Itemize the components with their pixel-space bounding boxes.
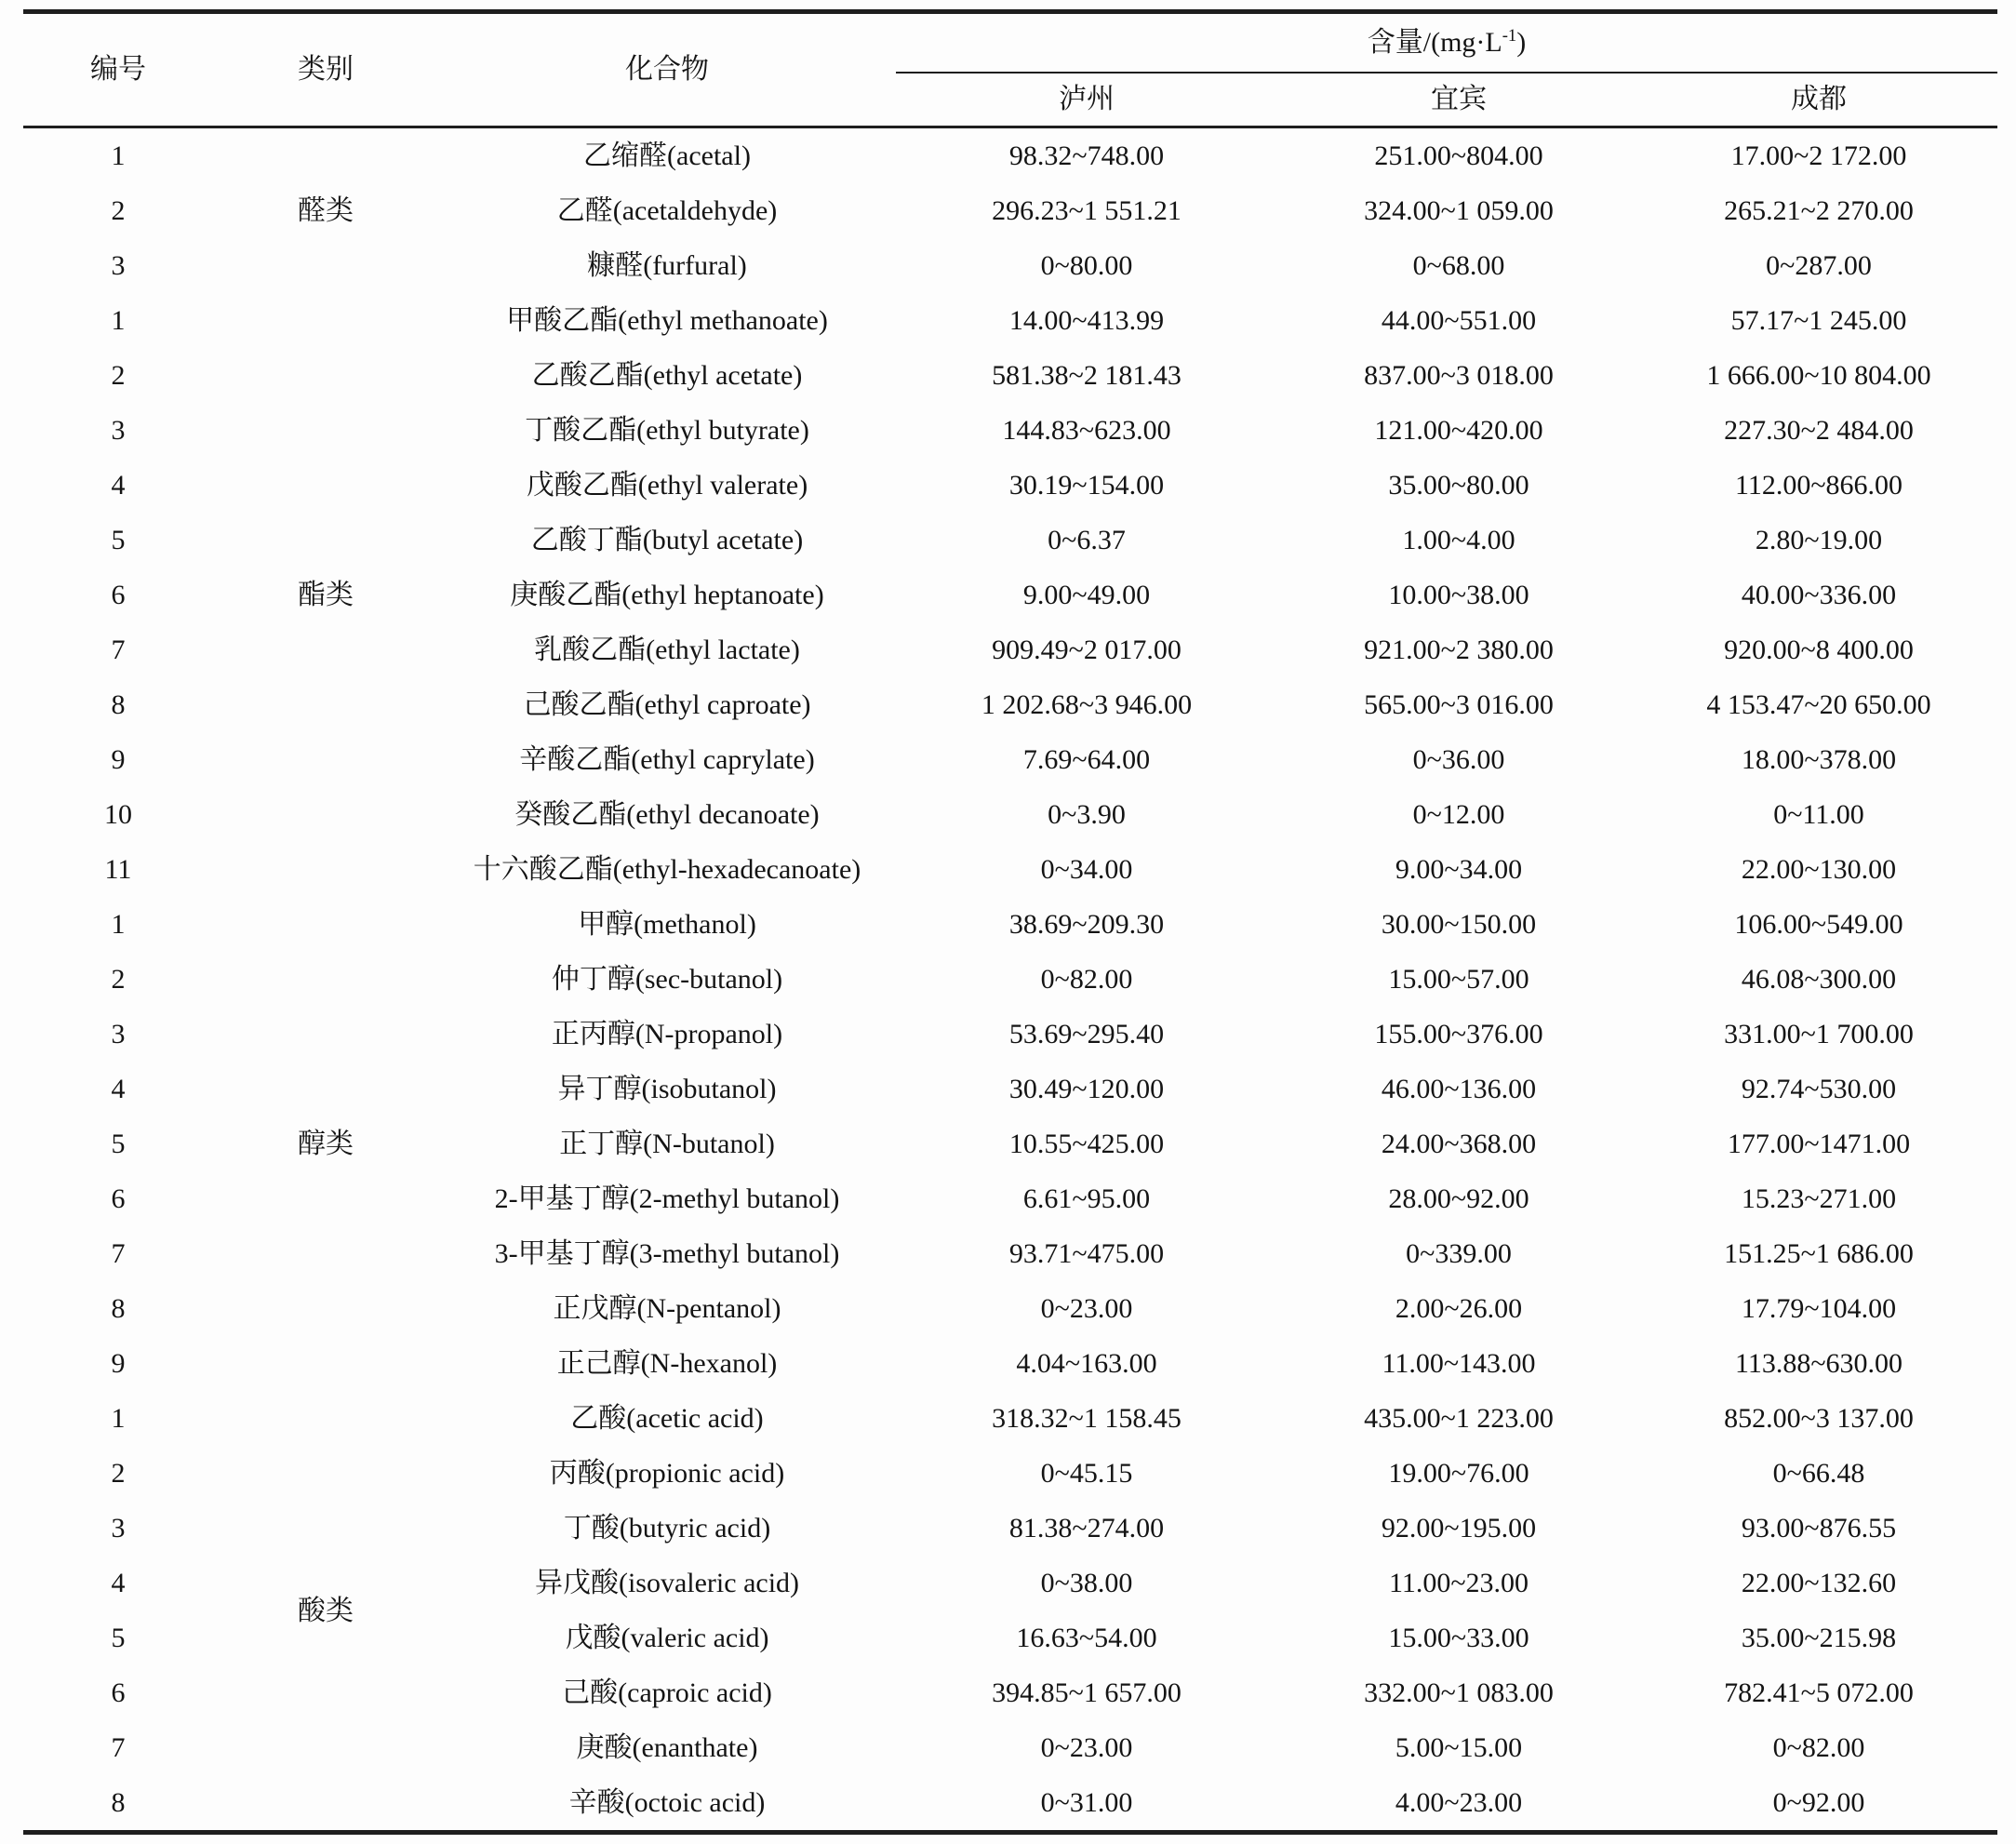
col-header-content-unit <box>896 12 1997 73</box>
value-cell-yibin: 155.00~376.00 <box>1374 1019 1543 1049</box>
value-cell-chengdu: 0~66.48 <box>1772 1458 1865 1489</box>
category-cell: 醛类 <box>298 195 354 226</box>
row-number-cell: 1 <box>111 1403 126 1434</box>
table-row <box>23 127 1997 184</box>
value-cell-chengdu: 151.25~1 686.00 <box>1724 1238 1914 1269</box>
value-cell-yibin: 28.00~92.00 <box>1388 1183 1529 1214</box>
value-cell-yibin: 2.00~26.00 <box>1395 1293 1523 1324</box>
value-cell-chengdu: 782.41~5 072.00 <box>1724 1677 1914 1708</box>
category-cell: 酸类 <box>298 1595 354 1626</box>
value-cell-luzhou: 30.49~120.00 <box>1008 1074 1165 1104</box>
table-body <box>23 127 1997 1833</box>
value-cell-yibin: 0~36.00 <box>1412 744 1505 775</box>
value-cell-luzhou: 4.04~163.00 <box>1016 1348 1157 1379</box>
value-cell-luzhou: 0~23.00 <box>1040 1293 1133 1324</box>
value-cell-yibin: 435.00~1 223.00 <box>1364 1403 1554 1434</box>
compound-cell: 丁酸乙酯(ethyl butyrate) <box>525 415 809 446</box>
row-number-cell: 3 <box>111 415 126 446</box>
compound-cell: 丙酸(propionic acid) <box>549 1458 785 1489</box>
compound-cell: 2-甲基丁醇(2-methyl butanol) <box>494 1183 840 1214</box>
value-cell-chengdu: 40.00~336.00 <box>1741 580 1897 610</box>
value-cell-luzhou: 0~38.00 <box>1040 1568 1133 1598</box>
row-number-cell: 7 <box>111 1732 126 1763</box>
value-cell-chengdu: 46.08~300.00 <box>1741 964 1897 995</box>
compound-cell: 正丙醇(N-propanol) <box>551 1019 783 1049</box>
value-cell-yibin: 24.00~368.00 <box>1381 1129 1537 1159</box>
value-cell-chengdu: 17.79~104.00 <box>1741 1293 1897 1324</box>
content-unit-superscript: -1 <box>1502 25 1517 46</box>
row-number-cell: 2 <box>111 360 126 391</box>
compound-cell: 十六酸乙酯(ethyl-hexadecanoate) <box>473 854 861 885</box>
value-cell-yibin: 565.00~3 016.00 <box>1364 689 1554 720</box>
compound-cell: 乙酸乙酯(ethyl acetate) <box>531 360 803 391</box>
value-cell-luzhou: 6.61~95.00 <box>1022 1183 1151 1214</box>
compound-cell: 乳酸乙酯(ethyl lactate) <box>534 635 800 665</box>
value-cell-chengdu: 0~92.00 <box>1772 1787 1865 1818</box>
header-row-top <box>23 12 1997 73</box>
value-cell-luzhou: 296.23~1 551.21 <box>992 195 1182 226</box>
value-cell-yibin: 121.00~420.00 <box>1374 415 1543 446</box>
value-cell-yibin: 0~68.00 <box>1412 250 1505 281</box>
value-cell-luzhou: 0~23.00 <box>1040 1732 1133 1763</box>
value-cell-chengdu: 93.00~876.55 <box>1741 1513 1897 1543</box>
row-number-cell: 4 <box>111 1074 126 1104</box>
value-cell-chengdu: 0~11.00 <box>1773 799 1864 830</box>
value-cell-luzhou: 38.69~209.30 <box>1008 909 1165 940</box>
value-cell-yibin: 15.00~57.00 <box>1388 964 1529 995</box>
value-cell-yibin: 30.00~150.00 <box>1381 909 1537 940</box>
value-cell-chengdu: 15.23~271.00 <box>1741 1183 1897 1214</box>
value-cell-luzhou: 14.00~413.99 <box>1008 305 1165 336</box>
row-number-cell: 5 <box>111 1623 126 1653</box>
row-number-cell: 4 <box>111 1568 126 1598</box>
col-header-compound: 化合物 <box>438 12 896 127</box>
row-number-cell: 6 <box>111 1183 126 1214</box>
row-number-cell: 8 <box>111 689 126 720</box>
value-cell-luzhou: 81.38~274.00 <box>1008 1513 1165 1543</box>
compound-cell: 戊酸乙酯(ethyl valerate) <box>526 470 808 501</box>
value-cell-yibin: 11.00~23.00 <box>1388 1568 1529 1598</box>
row-number-cell: 5 <box>111 1129 126 1159</box>
row-number-cell: 7 <box>111 1238 126 1269</box>
row-number-cell: 3 <box>111 250 126 281</box>
compound-cell: 异戊酸(isovaleric acid) <box>534 1568 800 1598</box>
col-header-yibin: 宜宾 <box>1277 73 1640 127</box>
col-header-category: 类别 <box>213 12 438 127</box>
compound-cell: 甲酸乙酯(ethyl methanoate) <box>506 305 828 336</box>
value-cell-yibin: 44.00~551.00 <box>1381 305 1537 336</box>
compound-cell: 乙酸(acetic acid) <box>570 1403 764 1434</box>
value-cell-chengdu: 22.00~132.60 <box>1741 1568 1897 1598</box>
value-cell-luzhou: 0~45.15 <box>1040 1458 1133 1489</box>
col-header-luzhou: 泸州 <box>896 73 1277 127</box>
category-cell: 酯类 <box>298 580 354 610</box>
value-cell-luzhou: 0~6.37 <box>1048 525 1126 555</box>
row-number-cell: 3 <box>111 1019 126 1049</box>
value-cell-chengdu: 227.30~2 484.00 <box>1724 415 1914 446</box>
value-cell-luzhou: 394.85~1 657.00 <box>992 1677 1182 1708</box>
value-cell-luzhou: 0~82.00 <box>1040 964 1133 995</box>
value-cell-luzhou: 7.69~64.00 <box>1022 744 1151 775</box>
table-row <box>23 897 1997 952</box>
compound-cell: 癸酸乙酯(ethyl decanoate) <box>514 799 820 830</box>
value-cell-yibin: 10.00~38.00 <box>1388 580 1529 610</box>
value-cell-chengdu: 920.00~8 400.00 <box>1724 635 1914 665</box>
row-number-cell: 5 <box>111 525 126 555</box>
row-number-cell: 1 <box>111 140 126 171</box>
row-number-cell: 1 <box>111 305 126 336</box>
value-cell-luzhou: 0~31.00 <box>1040 1787 1133 1818</box>
compound-content-table <box>23 9 1997 1835</box>
value-cell-chengdu: 113.88~630.00 <box>1734 1348 1903 1379</box>
value-cell-chengdu: 2.80~19.00 <box>1755 525 1883 555</box>
row-number-cell: 6 <box>111 580 126 610</box>
table-row <box>23 1391 1997 1446</box>
content-unit-text: 含量/(mg·L <box>1367 26 1502 58</box>
value-cell-yibin: 0~12.00 <box>1412 799 1505 830</box>
compound-cell: 辛酸乙酯(ethyl caprylate) <box>519 744 815 775</box>
value-cell-yibin: 324.00~1 059.00 <box>1364 195 1554 226</box>
table-header <box>23 12 1997 127</box>
content-unit-close-paren: ) <box>1516 26 1527 58</box>
row-number-cell: 8 <box>111 1787 126 1818</box>
value-cell-chengdu: 106.00~549.00 <box>1734 909 1903 940</box>
compound-cell: 庚酸(enanthate) <box>576 1732 758 1763</box>
compound-cell: 乙酸丁酯(butyl acetate) <box>530 525 804 555</box>
value-cell-luzhou: 0~34.00 <box>1040 854 1133 885</box>
value-cell-yibin: 19.00~76.00 <box>1388 1458 1529 1489</box>
compound-cell: 己酸(caproic acid) <box>562 1677 772 1708</box>
compound-cell: 正己醇(N-hexanol) <box>556 1348 778 1379</box>
value-cell-luzhou: 581.38~2 181.43 <box>992 360 1182 391</box>
value-cell-luzhou: 98.32~748.00 <box>1008 140 1165 171</box>
value-cell-luzhou: 93.71~475.00 <box>1008 1238 1165 1269</box>
row-number-cell: 6 <box>111 1677 126 1708</box>
value-cell-luzhou: 1 202.68~3 946.00 <box>981 689 1193 720</box>
value-cell-yibin: 5.00~15.00 <box>1395 1732 1523 1763</box>
row-number-cell: 2 <box>111 964 126 995</box>
compound-cell: 己酸乙酯(ethyl caproate) <box>523 689 811 720</box>
row-number-cell: 10 <box>104 799 132 830</box>
row-number-cell: 9 <box>111 744 126 775</box>
row-number-cell: 2 <box>111 195 126 226</box>
value-cell-yibin: 15.00~33.00 <box>1388 1623 1529 1653</box>
compound-cell: 仲丁醇(sec-butanol) <box>551 964 783 995</box>
value-cell-luzhou: 10.55~425.00 <box>1008 1129 1165 1159</box>
row-number-cell: 2 <box>111 1458 126 1489</box>
row-number-cell: 1 <box>111 909 126 940</box>
compound-cell: 丁酸(butyric acid) <box>563 1513 771 1543</box>
value-cell-luzhou: 0~3.90 <box>1048 799 1126 830</box>
value-cell-chengdu: 18.00~378.00 <box>1741 744 1897 775</box>
value-cell-chengdu: 0~82.00 <box>1772 1732 1865 1763</box>
value-cell-chengdu: 1 666.00~10 804.00 <box>1706 360 1931 391</box>
value-cell-luzhou: 16.63~54.00 <box>1016 1623 1157 1653</box>
value-cell-yibin: 35.00~80.00 <box>1388 470 1529 501</box>
value-cell-chengdu: 112.00~866.00 <box>1734 470 1903 501</box>
value-cell-luzhou: 318.32~1 158.45 <box>992 1403 1182 1434</box>
category-cell: 醇类 <box>298 1129 354 1159</box>
value-cell-luzhou: 144.83~623.00 <box>1002 415 1171 446</box>
row-number-cell: 3 <box>111 1513 126 1543</box>
value-cell-luzhou: 9.00~49.00 <box>1022 580 1151 610</box>
value-cell-yibin: 921.00~2 380.00 <box>1364 635 1554 665</box>
value-cell-luzhou: 0~80.00 <box>1040 250 1133 281</box>
compound-cell: 3-甲基丁醇(3-methyl butanol) <box>494 1238 840 1269</box>
value-cell-yibin: 4.00~23.00 <box>1395 1787 1523 1818</box>
value-cell-chengdu: 4 153.47~20 650.00 <box>1706 689 1931 720</box>
value-cell-chengdu: 177.00~1471.00 <box>1727 1129 1911 1159</box>
value-cell-chengdu: 57.17~1 245.00 <box>1730 305 1907 336</box>
value-cell-chengdu: 331.00~1 700.00 <box>1724 1019 1914 1049</box>
value-cell-yibin: 46.00~136.00 <box>1381 1074 1537 1104</box>
row-number-cell: 9 <box>111 1348 126 1379</box>
value-cell-yibin: 332.00~1 083.00 <box>1364 1677 1554 1708</box>
value-cell-chengdu: 265.21~2 270.00 <box>1724 195 1914 226</box>
value-cell-yibin: 0~339.00 <box>1406 1238 1512 1269</box>
value-cell-chengdu: 22.00~130.00 <box>1741 854 1897 885</box>
value-cell-chengdu: 17.00~2 172.00 <box>1730 140 1907 171</box>
compound-cell: 乙醛(acetaldehyde) <box>556 195 778 226</box>
compound-cell: 糠醛(furfural) <box>587 250 747 281</box>
value-cell-yibin: 9.00~34.00 <box>1395 854 1523 885</box>
row-number-cell: 8 <box>111 1293 126 1324</box>
value-cell-yibin: 92.00~195.00 <box>1381 1513 1537 1543</box>
value-cell-luzhou: 909.49~2 017.00 <box>992 635 1182 665</box>
compound-cell: 甲醇(methanol) <box>578 909 756 940</box>
col-header-chengdu: 成都 <box>1640 73 1997 127</box>
col-header-id: 编号 <box>23 12 213 127</box>
compound-cell: 戊酸(valeric acid) <box>565 1623 769 1653</box>
value-cell-yibin: 251.00~804.00 <box>1374 140 1543 171</box>
compound-cell: 辛酸(octoic acid) <box>568 1787 766 1818</box>
row-number-cell: 7 <box>111 635 126 665</box>
value-cell-yibin: 1.00~4.00 <box>1402 525 1515 555</box>
compound-cell: 庚酸乙酯(ethyl heptanoate) <box>510 580 824 610</box>
value-cell-chengdu: 852.00~3 137.00 <box>1724 1403 1914 1434</box>
row-number-cell: 11 <box>104 854 132 885</box>
value-cell-chengdu: 35.00~215.98 <box>1741 1623 1897 1653</box>
row-number-cell: 4 <box>111 470 126 501</box>
table-row <box>23 293 1997 348</box>
value-cell-yibin: 837.00~3 018.00 <box>1364 360 1554 391</box>
value-cell-luzhou: 30.19~154.00 <box>1008 470 1165 501</box>
value-cell-chengdu: 0~287.00 <box>1766 250 1872 281</box>
value-cell-luzhou: 53.69~295.40 <box>1008 1019 1165 1049</box>
value-cell-yibin: 11.00~143.00 <box>1382 1348 1536 1379</box>
compound-cell: 正戊醇(N-pentanol) <box>553 1293 781 1324</box>
compound-cell: 异丁醇(isobutanol) <box>557 1074 777 1104</box>
compound-cell: 乙缩醛(acetal) <box>583 140 751 171</box>
value-cell-chengdu: 92.74~530.00 <box>1741 1074 1897 1104</box>
compound-cell: 正丁醇(N-butanol) <box>559 1129 775 1159</box>
